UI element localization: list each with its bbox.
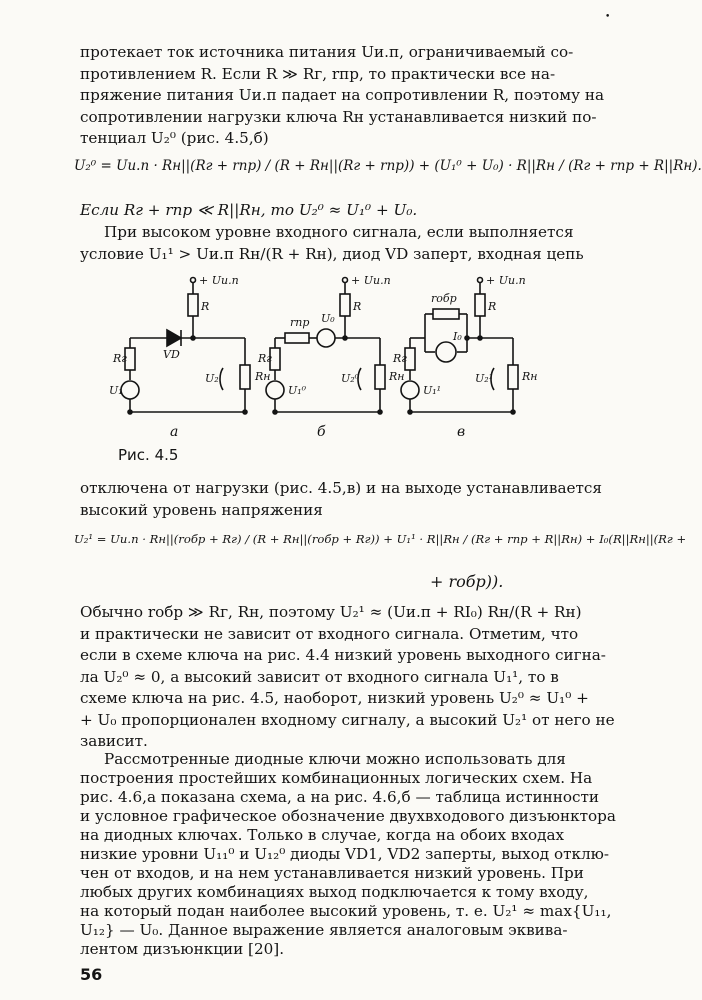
text-line: сопротивлении нагрузки ключа Rн устанавливается низкий по- [80, 107, 597, 126]
panel-label-a: а [170, 424, 179, 440]
label-R-a: R [201, 300, 210, 313]
text-line: низкие уровни U₁₁⁰ и U₁₂⁰ диоды VD1, VD2 заперты, выход отклю- [80, 845, 609, 863]
text-line: если в схеме ключа на рис. 4.4 низкий уровень выходного сигна- [80, 646, 606, 664]
text-line: Если Rг + rпр ≪ R||Rн, то U₂⁰ ≈ U₁⁰ + U₀. [80, 201, 418, 219]
equation-2: U₂¹ = Uи.п · Rн||(rобр + Rг) / (R + Rн||(rобр + Rг)) + U₁¹ · R||Rн / (Rг + rпр + R||Rн) + I₀(R||Rн||(Rг + [74, 532, 687, 546]
text-line: отключена от нагрузки (рис. 4.5,в) и на выходе устанавливается [80, 479, 602, 497]
text-line: чен от входов, и на нем устанавливается низкий уровень. При [80, 864, 584, 882]
label-U2one-c: U₂¹ [475, 372, 494, 385]
text-line: рис. 4.6,а показана схема, а на рис. 4.6,б — таблица истинности [80, 788, 600, 806]
paragraph-2 [80, 222, 584, 265]
text-line: протекает ток источника питания Uи.п, ограничиваемый со- [80, 43, 574, 61]
label-Rg-a: Rг [113, 352, 127, 365]
label-I0-c: I₀ [453, 330, 462, 343]
label-R-c: R [488, 300, 497, 313]
circuit-diagrams [95, 270, 545, 440]
text-line: любых других комбинациях выход подключается к тому входу, [80, 883, 589, 901]
paragraph-3 [80, 478, 602, 521]
panel-label-c: в [457, 424, 466, 440]
label-R-b: R [353, 300, 362, 313]
text-line: условие U₁¹ > Uи.п Rн/(R + Rн), диод VD заперт, входная цепь [80, 244, 584, 263]
paragraph-5 [80, 750, 616, 959]
label-U2-a: U₂ [205, 372, 219, 385]
label-VD: VD [163, 348, 180, 361]
figure-caption: Рис. 4.5 [118, 446, 179, 464]
panel-label-b: б [317, 424, 326, 440]
label-rpr-b: rпр [290, 316, 310, 329]
text-line: зависит. [80, 732, 148, 750]
figure-4-5 [95, 270, 545, 440]
text-line: высокий уровень напряжения [80, 500, 323, 519]
text-line: противлением R. Если R ≫ Rг, rпр, то практически все на- [80, 64, 556, 83]
equation-2-cont: + rобр)). [430, 572, 504, 591]
text-line: пряжение питания Uи.п падает на сопротивлении R, поэтому на [80, 86, 605, 104]
label-U1one-c: U₁¹ [423, 384, 442, 397]
text-line: При высоком уровне входного сигнала, если выполняется [104, 223, 574, 241]
text-line: на который подан наиболее высокий уровень, т. е. U₂¹ ≈ max{U₁₁, [80, 902, 612, 920]
circuit-c [392, 274, 538, 440]
equation-1: U₂⁰ = Uи.п · Rн||(Rг + rпр) / (R + Rн||(Rг + rпр)) + (U₁⁰ + U₀) · R||Rн / (Rг + rпр + R||Rн). [74, 158, 702, 174]
text-line: тенциал U₂⁰ (рис. 4.5,б) [80, 129, 269, 147]
text-line: построения простейших комбинационных логических схем. На [80, 769, 593, 787]
label-Rn-a: Rн [255, 370, 271, 383]
text-line: ла U₂⁰ ≈ 0, а высокий зависит от входного сигнала U₁¹, то в [80, 667, 559, 686]
text-line: и условное графическое обозначение двухвходового дизъюнктора [80, 807, 616, 825]
label-U2zero-b: U₂⁰ [341, 372, 360, 385]
label-Rn-b: Rн [389, 370, 405, 383]
label-Rg-c: Rг [393, 352, 407, 365]
paragraph-4 [80, 602, 615, 753]
text-line: лентом дизъюнкции [20]. [80, 940, 285, 958]
label-Rg-b: Rг [258, 352, 272, 365]
text-line: Обычно rобр ≫ Rг, Rн, поэтому U₂¹ ≈ (Uи.п + RI₀) Rн/(R + Rн) [80, 603, 582, 621]
label-supply-a: + Uи.п [199, 274, 239, 287]
text-line: U₁₂} — U₀. Данное выражение является аналоговым эквива- [80, 921, 568, 939]
label-supply-b: + Uи.п [351, 274, 391, 287]
condition-line [80, 200, 570, 222]
page-number: 56 [80, 965, 103, 984]
text-line: на диодных ключах. Только в случае, когда на обоих входах [80, 826, 565, 844]
text-line: схеме ключа на рис. 4.5, наоборот, низкий уровень U₂⁰ ≈ U₁⁰ + [80, 689, 589, 707]
label-robr-c: rобр [431, 292, 457, 305]
corner-mark: • [605, 12, 611, 22]
label-supply-c: + Uи.п [486, 274, 526, 287]
paragraph-1 [80, 42, 605, 150]
text-line: + U₀ пропорционален входному сигналу, а высокий U₂¹ от него не [80, 710, 615, 729]
label-U0-b: U₀ [321, 312, 335, 325]
text-line: и практически не зависит от входного сигнала. Отметим, что [80, 624, 579, 643]
circuit-b [257, 274, 405, 440]
text-line: Рассмотренные диодные ключи можно использовать для [104, 750, 566, 768]
label-Rn-c: Rн [522, 370, 538, 383]
circuit-a [109, 274, 271, 440]
label-U1zero-b: U₁⁰ [288, 384, 307, 397]
label-U1-a: U₁ [109, 384, 123, 397]
